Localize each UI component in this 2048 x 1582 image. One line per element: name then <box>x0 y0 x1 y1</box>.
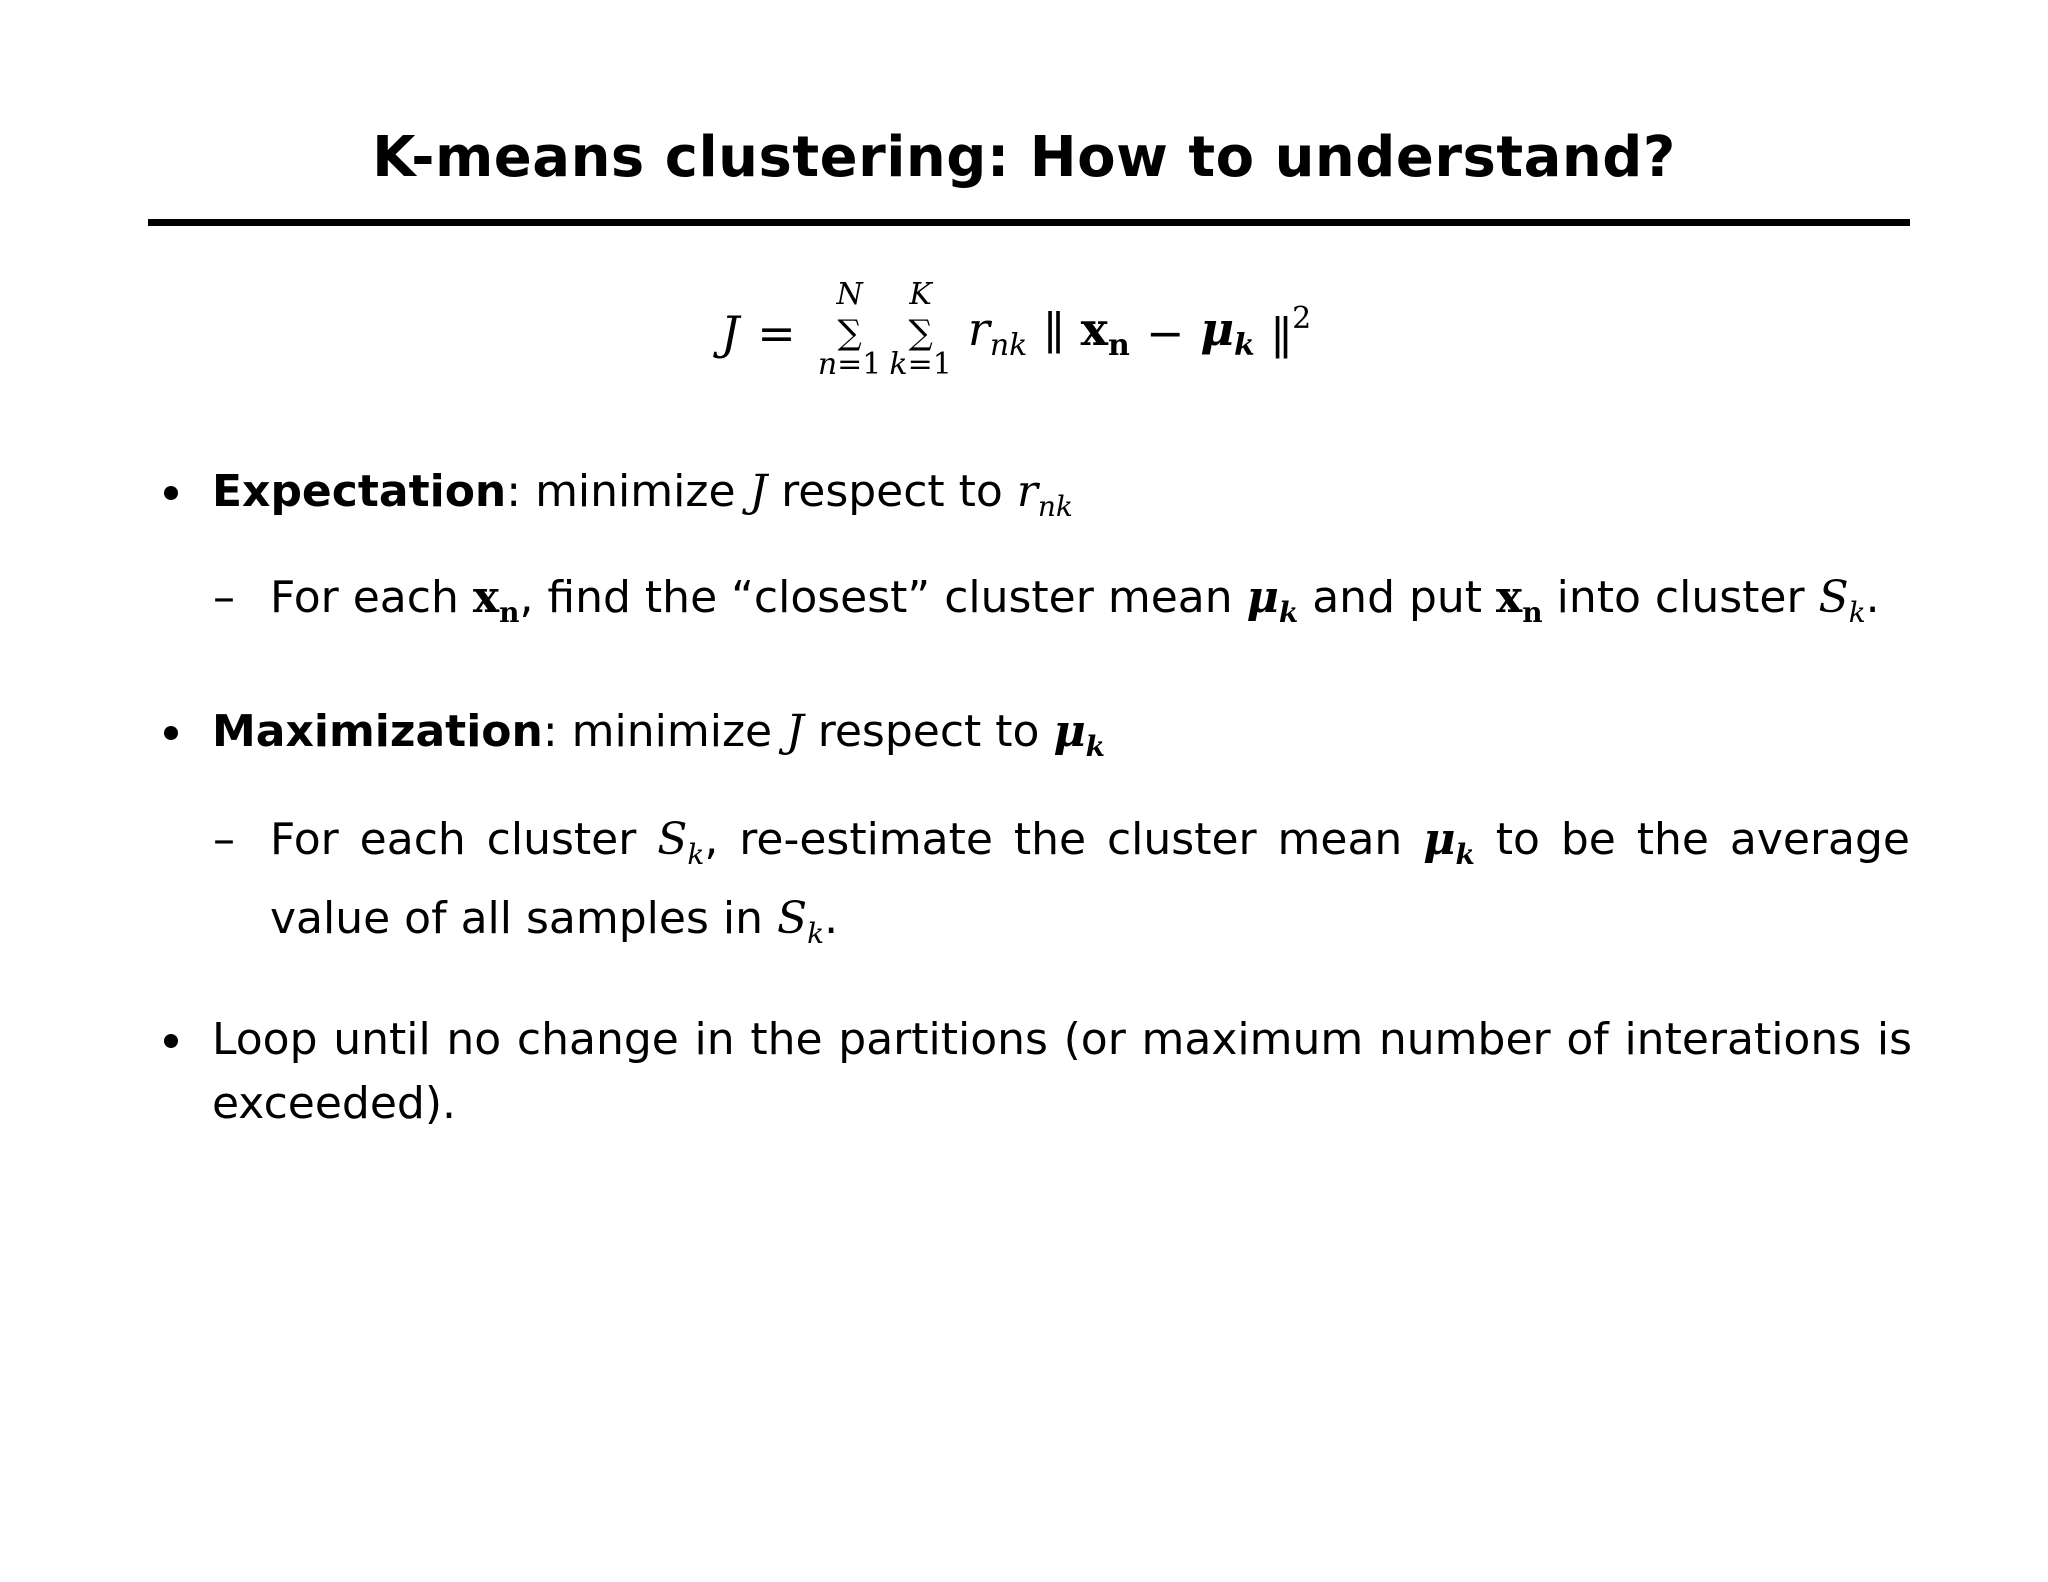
bullet-loop: Loop until no change in the partitions (or maximum number of interations is exceeded). <box>212 1014 1912 1129</box>
objective-equation <box>0 268 2048 398</box>
bullet-dot <box>164 486 178 500</box>
var-x-n: $x_n$ <box>472 572 520 629</box>
eq-sum-k <box>889 277 952 386</box>
maximization-label: Maximization <box>212 706 543 757</box>
eq-equals: = <box>757 306 796 360</box>
var-mu-k: $\mu_k$ <box>1423 814 1475 871</box>
bullet-dot <box>164 726 178 740</box>
slide-title: K-means clustering: How to understand? <box>372 125 1676 190</box>
eq-norm-open: ∥ <box>1043 306 1065 360</box>
var-S-k: $S_k$ <box>776 892 825 950</box>
var-S-k: $S_k$ <box>657 814 705 871</box>
eq-sum-n <box>817 277 882 386</box>
var-x-n: $x_n$ <box>1496 572 1543 629</box>
var-J: J <box>749 466 768 517</box>
eq-x-n: $x_n$ <box>1080 302 1130 364</box>
eq-sum-k-symbol: ∑ <box>908 313 933 353</box>
var-J: J <box>786 706 804 757</box>
sub-item-maximization: For each cluster $S_k$, re-estimate the cluster mean $\mu_k$ to be the average value of all samples in $S_k$. <box>270 814 1924 950</box>
eq-sum-n-lower: n=1 <box>817 347 882 382</box>
title-rule <box>148 219 1910 226</box>
var-r-nk: $r_{nk}$ <box>1016 466 1073 523</box>
eq-sum-n-symbol: ∑ <box>837 313 862 353</box>
expectation-label: Expectation <box>212 466 507 517</box>
eq-mu-k: $\mu_k$ <box>1200 302 1255 364</box>
bullet-maximization: Maximization: minimize J respect to $\mu_k$ <box>212 706 1106 763</box>
sub-bullet-dash: – <box>213 814 235 865</box>
var-mu-k: $\mu_k$ <box>1246 572 1299 629</box>
eq-norm-close: ∥$^2$ <box>1270 301 1312 365</box>
eq-sum-k-upper: K <box>909 277 932 312</box>
sub-bullet-dash: – <box>213 572 235 623</box>
var-S-k: $S_k$ <box>1818 572 1866 629</box>
eq-r-nk: $r_{nk}$ <box>967 302 1028 364</box>
var-mu-k: $\mu_k$ <box>1053 706 1106 763</box>
eq-sum-n-upper: N <box>836 277 863 312</box>
bullet-expectation: Expectation: minimize J respect to $r_{nk}$ <box>212 466 1073 523</box>
eq-sum-k-lower: k=1 <box>889 347 952 382</box>
sub-item-expectation: For each $x_n$, find the “closest” cluster mean $\mu_k$ and put $x_n$ into cluster $S_k$. <box>270 572 1880 629</box>
bullet-dot <box>164 1034 178 1048</box>
eq-lhs: J <box>720 306 740 360</box>
eq-minus: − <box>1145 306 1185 360</box>
